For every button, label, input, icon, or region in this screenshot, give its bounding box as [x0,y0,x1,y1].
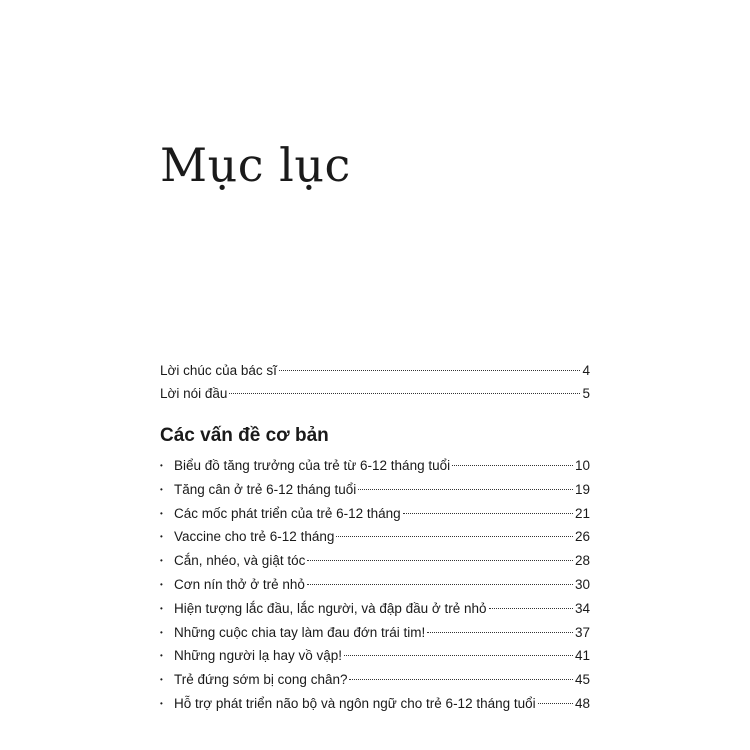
toc-item[interactable] [160,454,590,478]
toc-item-label: Hỗ trợ phát triển não bộ và ngôn ngữ cho trẻ 6-12 tháng tuổi [174,695,536,711]
page-title: Mục lục [160,138,351,192]
toc-entry-page: 5 [582,386,590,401]
toc-item-label: Cắn, nhéo, và giật tóc [174,553,306,569]
dot-leader [279,370,581,371]
dot-leader [349,679,572,680]
bullet-icon: • [160,461,163,470]
toc-item-label: Vaccine cho trẻ 6-12 tháng [174,529,335,545]
toc-item-label: Cơn nín thở ở trẻ nhỏ [174,576,305,592]
section-heading: Các vấn đề cơ bản [160,425,329,446]
toc-item-page: 28 [574,553,590,569]
toc-item-page: 19 [574,481,590,497]
dot-leader [358,489,573,490]
toc-item-page: 21 [574,505,590,521]
bullet-icon: • [160,675,163,685]
dot-leader [229,393,580,394]
dot-leader [452,465,573,466]
dot-leader [427,632,573,633]
bullet-icon: • [160,532,163,542]
bullet-icon: • [160,508,163,518]
toc-item-label: Biểu đồ tăng trưởng của trẻ từ 6-12 tháng tuổi [174,458,451,473]
toc-item[interactable] [160,573,590,597]
toc-item-label: Những cuộc chia tay làm đau đớn trái tim! [174,624,426,640]
toc-entry-loi-chuc[interactable] [160,359,590,382]
dot-leader [538,703,573,704]
bullet-icon: • [160,698,163,708]
toc-item-page: 26 [574,529,590,545]
front-matter-list [160,359,590,405]
dot-leader [403,513,573,514]
toc-item-page: 41 [574,648,590,664]
toc-item[interactable] [160,525,590,549]
dot-leader [307,560,573,561]
toc-item[interactable] [160,597,590,621]
toc-item-page: 34 [574,600,590,616]
toc-item[interactable] [160,668,590,692]
toc-item[interactable] [160,502,590,526]
bullet-icon: • [160,603,163,613]
toc-item-label: Các mốc phát triển của trẻ 6-12 tháng [174,505,401,521]
toc-entry-label: Lời chúc của bác sĩ [160,363,277,378]
toc-item[interactable] [160,549,590,573]
dot-leader [307,584,573,585]
bullet-icon: • [160,627,163,637]
toc-item-label: Hiện tượng lắc đầu, lắc người, và đập đầu ở trẻ nhỏ [174,600,487,616]
toc-item-label: Những người lạ hay vồ vập! [174,648,343,664]
dot-leader [336,536,573,537]
toc-entry-loi-noi-dau[interactable] [160,382,590,405]
toc-item[interactable] [160,692,590,716]
toc-item[interactable] [160,478,590,502]
dot-leader [489,608,573,609]
toc-item-page: 30 [574,576,590,592]
toc-entry-label: Lời nói đầu [160,386,228,401]
toc-item-page: 37 [574,624,590,640]
toc-item-label: Tăng cân ở trẻ 6-12 tháng tuổi [174,481,357,497]
toc-item-label: Trẻ đứng sớm bị cong chân? [174,672,348,688]
section-toc-list [160,454,590,716]
bullet-icon: • [160,651,163,661]
toc-item-page: 48 [574,695,590,711]
bullet-icon: • [160,484,163,494]
bullet-icon: • [160,556,163,566]
toc-item-page: 45 [574,672,590,688]
toc-item[interactable] [160,621,590,645]
toc-entry-page: 4 [582,363,590,378]
dot-leader [344,655,573,656]
toc-item-page: 10 [574,458,590,473]
toc-item[interactable] [160,644,590,668]
bullet-icon: • [160,579,163,589]
